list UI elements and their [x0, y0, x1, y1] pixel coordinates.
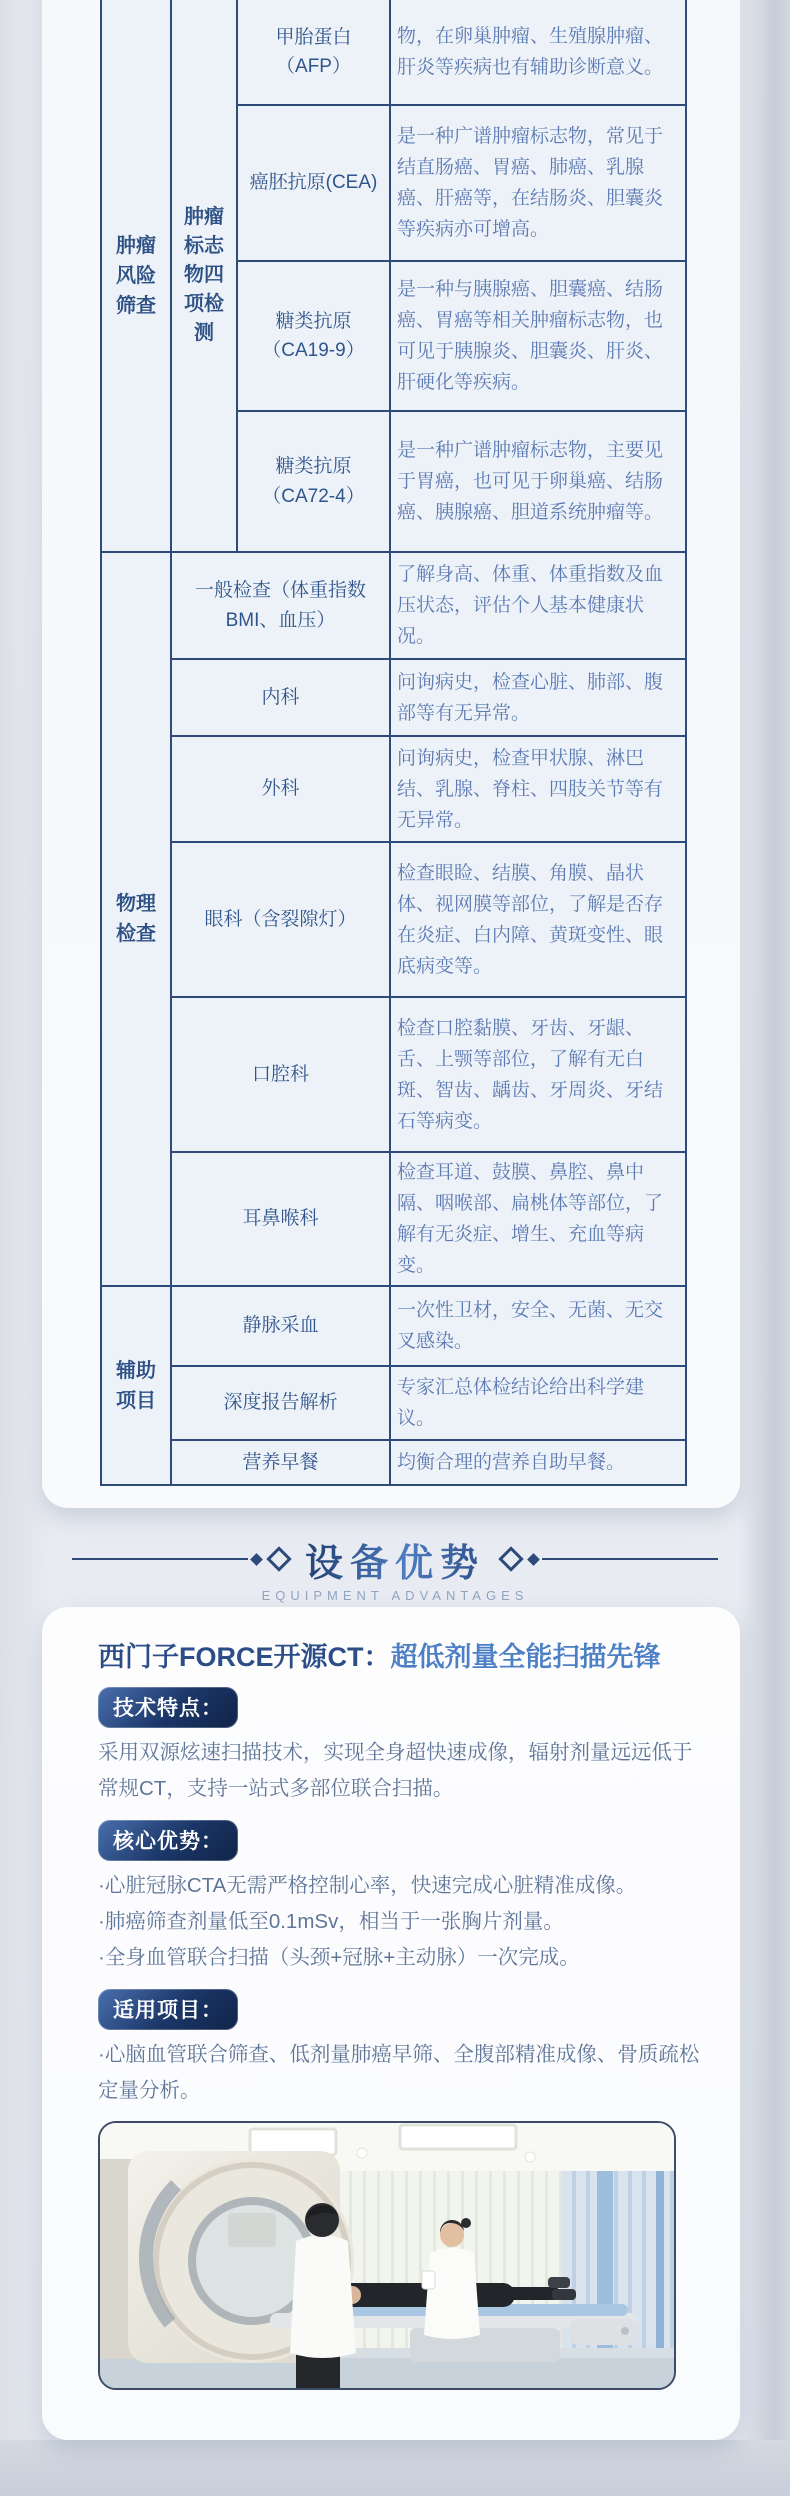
checkup-table [100, 0, 687, 1486]
device-advantage-card [42, 1607, 740, 2440]
equipment-advantages-header [0, 1532, 790, 1603]
item-cell-general: 一般检查（体重指数BMI、血压） [172, 553, 391, 660]
right-margin-texture [738, 0, 790, 2496]
core-advantage-item: ·肺癌筛查剂量低至0.1mSv，相当于一张胸片剂量。 [98, 1910, 564, 1933]
ceiling-lamp [525, 2152, 535, 2162]
category-cell-tumor: 肿瘤风险筛查 [100, 0, 172, 553]
badge-applicable-items: 适用项目： [98, 1989, 238, 2030]
desc-cell-surgery: 问询病史，检查甲状腺、淋巴结、乳腺、脊柱、四肢关节等有无异常。 [391, 737, 687, 843]
desc-cell-report-analysis: 专家汇总体检结论给出科学建议。 [391, 1367, 687, 1441]
section-subtitle: EQUIPMENT ADVANTAGES [261, 1588, 529, 1603]
item-cell-ophthalmology: 眼科（含裂隙灯） [172, 843, 391, 998]
divider-line [72, 1558, 248, 1560]
core-advantage-item: ·心脏冠脉CTA无需严格控制心率，快速完成心脏精准成像。 [98, 1874, 637, 1897]
item-cell-ca19-9: 糖类抗原（CA19-9） [238, 262, 391, 412]
ct-room-photo [98, 2121, 676, 2390]
desc-cell-ca72-4: 是一种广谱肿瘤标志物，主要见于胃癌，也可见于卵巢癌、结肠癌、胰腺癌、胆道系统肿瘤等。 [391, 412, 687, 553]
core-advantage-item: ·全身血管联合扫描（头颈+冠脉+主动脉）一次完成。 [98, 1946, 580, 1969]
desc-cell-afp: 物，在卵巢肿瘤、生殖腺肿瘤、肝炎等疾病也有辅助诊断意义。 [391, 0, 687, 106]
item-cell-breakfast: 营养早餐 [172, 1441, 391, 1486]
item-cell-ca72-4: 糖类抗原（CA72-4） [238, 412, 391, 553]
badge-tech-features: 技术特点： [98, 1687, 238, 1728]
item-cell-blood-draw: 静脉采血 [172, 1287, 391, 1367]
desc-cell-general: 了解身高、体重、体重指数及血压状态，评估个人基本健康状况。 [391, 553, 687, 660]
checkup-table-card [42, 0, 740, 1508]
desc-cell-breakfast: 均衡合理的营养自助早餐。 [391, 1441, 687, 1486]
desc-cell-ophthalmology: 检查眼睑、结膜、角膜、晶状体、视网膜等部位，了解是否存在炎症、白内障、黄斑变性、眼底病变等。 [391, 843, 687, 998]
tech-features-text: 采用双源炫速扫描技术，实现全身超快速成像，辐射剂量远远低于常规CT，支持一站式多部位联合扫描。 [98, 1741, 693, 1800]
diamond-filled-icon [250, 1553, 263, 1566]
desc-cell-cea: 是一种广谱肿瘤标志物，常见于结直肠癌、胃癌、肺癌、乳腺癌、肝癌等，在结肠炎、胆囊炎等疾病亦可增高。 [391, 106, 687, 262]
category-cell-auxiliary: 辅助项目 [100, 1287, 172, 1486]
desc-cell-internal-medicine: 问询病史，检查心脏、肺部、腹部等有无异常。 [391, 660, 687, 737]
category-cell-physical: 物理检查 [100, 553, 172, 1287]
diamond-filled-icon [527, 1553, 540, 1566]
ceiling-light [400, 2125, 516, 2149]
item-cell-ent: 耳鼻喉科 [172, 1153, 391, 1287]
ceiling-lamp [357, 2148, 367, 2158]
bottom-background-band [0, 2440, 790, 2496]
item-cell-dental: 口腔科 [172, 998, 391, 1153]
desc-cell-dental: 检查口腔黏膜、牙齿、牙龈、舌、上颚等部位，了解有无白斑、智齿、龋齿、牙周炎、牙结石等病变。 [391, 998, 687, 1153]
desc-cell-blood-draw: 一次性卫材，安全、无菌、无交叉感染。 [391, 1287, 687, 1367]
item-cell-internal-medicine: 内科 [172, 660, 391, 737]
diamond-outline-icon [266, 1546, 291, 1571]
diamond-outline-icon [498, 1546, 523, 1571]
device-title-secondary: 超低剂量全能扫描先锋 [390, 1642, 661, 1672]
item-cell-afp: 甲胎蛋白（AFP） [238, 0, 391, 106]
device-title [98, 1640, 700, 1674]
item-cell-report-analysis: 深度报告解析 [172, 1367, 391, 1441]
item-cell-surgery: 外科 [172, 737, 391, 843]
desc-cell-ent: 检查耳道、鼓膜、鼻腔、鼻中隔、咽喉部、扁桃体等部位，了解有无炎症、增生、充血等病变。 [391, 1153, 687, 1287]
applicable-items-text: ·心脑血管联合筛查、低剂量肺癌早筛、全腹部精准成像、骨质疏松定量分析。 [98, 2043, 700, 2102]
group-cell-tumor-markers: 肿瘤标志物四项检测 [172, 0, 238, 553]
device-title-primary: 西门子FORCE开源CT： [98, 1642, 391, 1672]
divider-line [542, 1558, 718, 1560]
section-title: 设备优势 [293, 1532, 497, 1587]
badge-core-advantages: 核心优势： [98, 1820, 238, 1861]
desc-cell-ca19-9: 是一种与胰腺癌、胆囊癌、结肠癌、胃癌等相关肿瘤标志物，也可见于胰腺炎、胆囊炎、肝炎、肝硬化等疾病。 [391, 262, 687, 412]
item-cell-cea: 癌胚抗原(CEA) [238, 106, 391, 262]
